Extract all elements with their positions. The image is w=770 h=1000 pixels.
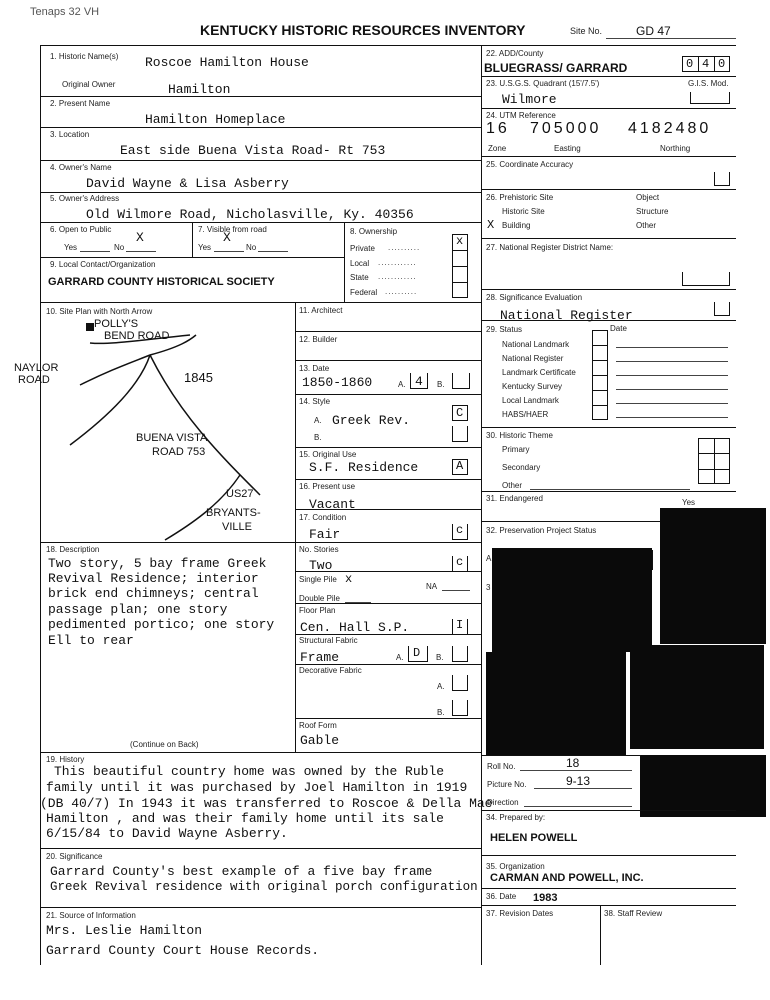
f26-building-mark: X — [487, 218, 495, 232]
f17-code: c — [456, 523, 464, 537]
description-line: Two story, 5 bay frame Greek — [48, 556, 267, 571]
rule-r3 — [481, 156, 736, 157]
f29-box-div — [592, 390, 608, 391]
structural-value: Frame — [300, 650, 340, 665]
f8-federal: Federal — [350, 288, 378, 297]
style-value: Greek Rev. — [332, 413, 411, 428]
f7-yes-line — [214, 251, 244, 252]
f13-label: 13. Date — [299, 364, 330, 373]
utm-easting-label: Easting — [554, 144, 581, 153]
f6-yes-line — [80, 251, 110, 252]
rule-r15 — [481, 905, 736, 906]
f26-historic-site: Historic Site — [502, 207, 545, 216]
f21-label: 21. Source of Information — [46, 911, 136, 920]
sketch-pollys: POLLY'S — [94, 318, 139, 330]
status-date-line — [616, 403, 728, 404]
f13-b-box — [452, 373, 470, 389]
f4-label: 4. Owner's Name — [50, 163, 112, 172]
f8-label: 8. Ownership — [350, 227, 398, 236]
sketch-buena-vista: BUENA VISTA — [136, 432, 208, 444]
site-no-line — [606, 38, 736, 39]
rule-16 — [295, 509, 481, 510]
sketch-naylor: NAYLOR — [14, 362, 59, 374]
rule-2 — [40, 127, 481, 128]
location-value: East side Buena Vista Road- Rt 753 — [120, 143, 386, 158]
rule-r7 — [481, 320, 736, 321]
page-title: KENTUCKY HISTORIC RESOURCES INVENTORY — [200, 22, 526, 38]
rule-13 — [295, 394, 481, 395]
rule-23 — [40, 752, 481, 753]
rule-r5 — [481, 238, 736, 239]
rule-9 — [40, 257, 344, 258]
f26-structure: Structure — [636, 207, 669, 216]
f8-state-dots: ............ — [378, 272, 417, 281]
f29-box-div — [592, 375, 608, 376]
f29-date: Date — [610, 324, 627, 333]
f14-a: A. — [314, 416, 322, 425]
rule-10 — [40, 302, 481, 303]
decorative-a: A. — [437, 682, 445, 691]
utm-zone-label: Zone — [488, 144, 507, 153]
site-no-label: Site No. — [570, 26, 603, 36]
f16-label: 16. Present use — [299, 482, 356, 491]
rule-r11 — [481, 755, 641, 756]
status-item: Local Landmark — [502, 396, 559, 405]
f28-box — [714, 302, 730, 316]
local-contact-value: GARRARD COUNTY HISTORICAL SOCIETY — [48, 276, 275, 288]
status-item: HABS/HAER — [502, 410, 549, 419]
date-prepared-value: 1983 — [533, 892, 558, 904]
sketch-bend-road: BEND ROAD — [104, 330, 170, 342]
corner-scribble: Tenaps 32 VH — [30, 6, 100, 18]
rule-17 — [40, 542, 481, 543]
f30-grid-div — [698, 453, 730, 454]
source-line: Mrs. Leslie Hamilton — [46, 923, 203, 938]
rule-20 — [295, 634, 481, 635]
structural-a: A. — [396, 653, 404, 662]
frame-divider — [481, 45, 482, 965]
status-item: National Register — [502, 354, 564, 363]
redaction-block — [630, 645, 764, 749]
status-date-line — [616, 389, 728, 390]
f28-label: 28. Significance Evaluation — [486, 293, 583, 302]
pile-na: NA — [426, 582, 438, 591]
roll-value: 18 — [566, 756, 580, 770]
f7-no-line — [258, 251, 288, 252]
site-no-value: GD 47 — [636, 24, 671, 38]
owner-name-value: David Wayne & Lisa Asberry — [86, 176, 289, 191]
utm-northing-label: Northing — [660, 144, 691, 153]
frame-top — [40, 45, 736, 46]
f14-label: 14. Style — [299, 397, 331, 406]
f8-local: Local — [350, 259, 370, 268]
original-use-value: S.F. Residence — [309, 460, 419, 475]
f6-no-line — [126, 251, 156, 252]
status-item: Kentucky Survey — [502, 382, 563, 391]
picture-line — [534, 788, 632, 789]
pile-na-line — [442, 590, 470, 591]
f24-label: 24. UTM Reference — [486, 111, 556, 120]
f1-label: 1. Historic Name(s) — [50, 52, 119, 61]
f31-label: 31. Endangered — [486, 494, 543, 503]
status-date-line — [616, 417, 728, 418]
significance-line: Greek Revival residence with original porch configuration — [50, 880, 478, 894]
rule-mid — [295, 302, 296, 752]
utm-easting: 705000 — [530, 120, 602, 137]
f19-label: 19. History — [46, 755, 85, 764]
continue-on-back: (Continue on Back) — [130, 740, 199, 749]
f8-private: Private — [350, 244, 375, 253]
f9-label: 9. Local Contact/Organization — [50, 260, 156, 269]
double-pile-label: Double Pile — [299, 594, 340, 603]
f2-label: 2. Present Name — [50, 99, 111, 108]
f32-label: 32. Preservation Project Status — [486, 526, 597, 535]
rule-3 — [40, 160, 481, 161]
utm-northing: 4182480 — [628, 120, 712, 137]
f30-secondary: Secondary — [502, 463, 541, 472]
single-pile-mark: x — [345, 572, 353, 586]
f26-building: Building — [502, 221, 531, 230]
decorative-a-box — [452, 675, 468, 691]
f29-box-div — [592, 345, 608, 346]
f8-mark: x — [456, 234, 464, 248]
prepared-by-value: HELEN POWELL — [490, 832, 578, 844]
f12-label: 12. Builder — [299, 335, 338, 344]
county-code-div-2 — [714, 56, 715, 72]
f14-b-box — [452, 426, 468, 442]
roll-line — [520, 770, 632, 771]
f36-label: 36. Date — [486, 892, 517, 901]
status-date-line — [616, 361, 728, 362]
significance-eval-value: National Register — [500, 308, 633, 323]
f34-label: 34. Prepared by: — [486, 813, 546, 822]
f35-label: 35. Organization — [486, 862, 545, 871]
picture-label: Picture No. — [487, 780, 527, 789]
stories-code: c — [456, 555, 464, 569]
source-line: Garrard County Court House Records. — [46, 943, 320, 958]
redaction-block — [486, 652, 626, 756]
present-name-value: Hamilton Homeplace — [145, 112, 286, 127]
f6-no: No — [114, 243, 125, 252]
present-use-value: Vacant — [309, 497, 356, 512]
floor-plan-label: Floor Plan — [299, 606, 336, 615]
status-date-line — [616, 375, 728, 376]
structural-a-val: D — [413, 646, 421, 660]
f37-label: 37. Revision Dates — [486, 909, 554, 918]
owner-address-value: Old Wilmore Road, Nicholasville, Ky. 40356 — [86, 207, 414, 222]
rule-r9 — [481, 491, 736, 492]
rule-7-8 — [344, 222, 345, 302]
sketch-us27: US27 — [226, 488, 254, 500]
f26-other: Other — [636, 221, 657, 230]
structural-label: Structural Fabric — [299, 636, 358, 645]
f26-object: Object — [636, 193, 660, 202]
rule-r10 — [481, 521, 661, 522]
stories-value: Two — [309, 558, 333, 573]
f27-box — [682, 272, 730, 286]
rule-21 — [295, 664, 481, 665]
f32-three: 3 — [486, 583, 491, 592]
f29-box-div — [592, 405, 608, 406]
rule-15 — [295, 479, 481, 480]
rule-r4 — [481, 189, 736, 190]
history-line: (DB 40/7) In 1943 it was transferred to Roscoe & Della Mae — [40, 796, 493, 811]
status-item: National Landmark — [502, 340, 570, 349]
rule-r2 — [481, 108, 736, 109]
f7-yes: Yes — [198, 243, 212, 252]
roll-label: Roll No. — [487, 762, 516, 771]
f38-label: 38. Staff Review — [604, 909, 663, 918]
f25-label: 25. Coordinate Accuracy — [486, 160, 574, 169]
rule-5 — [40, 222, 481, 223]
direction-line — [524, 806, 632, 807]
utm-zone: 16 — [486, 120, 510, 137]
f20-label: 20. Significance — [46, 852, 103, 861]
f5-label: 5. Owner's Address — [50, 194, 120, 203]
rule-r12 — [481, 810, 736, 811]
f30-grid-div — [714, 438, 715, 484]
f29-box-div — [592, 360, 608, 361]
description-line: Ell to rear — [48, 633, 134, 648]
organization-value: CARMAN AND POWELL, INC. — [490, 872, 644, 884]
f14-b: B. — [314, 433, 322, 442]
rule-18 — [295, 571, 481, 572]
single-pile-label: Single Pile — [299, 575, 337, 584]
f30-other: Other — [502, 481, 523, 490]
history-line: 6/15/84 to David Wayne Asberry. — [46, 826, 288, 841]
redaction-block — [492, 548, 652, 652]
rule-r8 — [481, 427, 736, 428]
f30-label: 30. Historic Theme — [486, 431, 553, 440]
history-line: This beautiful country home was owned by the Ruble — [54, 764, 445, 779]
f32-box-edge — [652, 550, 653, 570]
f8-federal-dots: .......... — [385, 287, 418, 296]
roof-label: Roof Form — [299, 721, 337, 730]
sketch-road: ROAD — [18, 374, 50, 386]
f7-label: 7. Visible from road — [198, 225, 267, 234]
f27-label: 27. National Register District Name: — [486, 243, 614, 252]
structural-b: B. — [436, 653, 444, 662]
f3-label: 3. Location — [50, 130, 90, 139]
rule-24 — [40, 848, 481, 849]
f25-box — [714, 172, 730, 186]
status-item: Landmark Certificate — [502, 368, 576, 377]
redaction-block — [640, 755, 766, 817]
picture-value: 9-13 — [566, 774, 591, 788]
sketch-bryants: BRYANTS- — [206, 507, 261, 519]
floor-plan-code: I — [456, 618, 464, 632]
rule-r16 — [600, 905, 601, 965]
sketch-year: 1845 — [184, 370, 213, 385]
county-code-digit: 0 — [718, 57, 726, 71]
gis-box — [690, 92, 730, 104]
f8-state: State — [350, 273, 369, 282]
description-line: Revival Residence; interior — [48, 571, 259, 586]
rule-r6 — [481, 289, 736, 290]
rule-r1 — [481, 76, 736, 77]
roof-value: Gable — [300, 733, 340, 748]
decorative-b: B. — [437, 708, 445, 717]
original-owner-value: Hamilton — [168, 82, 231, 97]
f22-label: 22. ADD/County — [486, 49, 544, 58]
rule-25 — [40, 907, 481, 908]
f29-label: 29. Status — [486, 325, 523, 334]
rule-14 — [295, 447, 481, 448]
quadrant-value: Wilmore — [502, 92, 557, 107]
rule-6-7 — [192, 222, 193, 257]
county-code-digit: 0 — [686, 57, 694, 71]
f8-box-div-2 — [452, 266, 468, 267]
f23-label: 23. U.S.G.S. Quadrant (15'/7.5') — [486, 79, 600, 88]
rule-r14 — [481, 888, 736, 889]
f26-label: 26. Prehistoric Site — [486, 193, 554, 202]
f10-label: 10. Site Plan with North Arrow — [46, 307, 153, 316]
f30-primary: Primary — [502, 445, 530, 454]
f31-yes: Yes — [682, 498, 696, 507]
sketch-road-753: ROAD 753 — [152, 446, 206, 458]
f13-b: B. — [437, 380, 445, 389]
historic-name-value: Roscoe Hamilton House — [145, 55, 309, 70]
floor-plan-value: Cen. Hall S.P. — [300, 620, 410, 635]
add-county-value: BLUEGRASS/ GARRARD — [484, 61, 628, 75]
f32-a: A — [486, 554, 492, 563]
f15-label: 15. Original Use — [299, 450, 357, 459]
decorative-b-box — [452, 700, 468, 716]
rule-12 — [295, 360, 481, 361]
description-line: brick end chimneys; central — [48, 586, 259, 601]
rule-22 — [295, 718, 481, 719]
date-value: 1850-1860 — [302, 375, 373, 390]
sketch-ville: VILLE — [222, 521, 252, 533]
direction-label: Direction — [487, 798, 519, 807]
rule-19 — [295, 603, 481, 604]
history-line: Hamilton , and was their family home until its sale — [46, 811, 444, 826]
decorative-label: Decorative Fabric — [299, 666, 362, 675]
f13-a: A. — [398, 380, 406, 389]
f13-a-val: 4 — [415, 374, 423, 389]
f14-a-val: C — [456, 406, 464, 420]
f7-mark: X — [223, 230, 231, 245]
f30-other-line — [530, 489, 690, 490]
history-line: family until it was purchased by Joel Hamilton in 1919 — [46, 780, 468, 795]
f18-label: 18. Description — [46, 545, 100, 554]
gis-label: G.I.S. Mod. — [688, 79, 729, 88]
significance-line: Garrard County's best example of a five bay frame — [50, 864, 433, 879]
f8-box-div-3 — [452, 282, 468, 283]
condition-value: Fair — [309, 527, 341, 542]
description-line: pedimented portico; one story — [48, 617, 275, 632]
county-code-digit: 4 — [702, 57, 710, 71]
f8-box-div-1 — [452, 250, 468, 251]
redaction-block — [660, 508, 766, 644]
structural-b-box — [452, 646, 468, 662]
rule-r13 — [481, 855, 736, 856]
f30-grid-div — [698, 469, 730, 470]
f6-label: 6. Open to Public — [50, 225, 112, 234]
rule-4 — [40, 192, 481, 193]
original-owner-label: Original Owner — [62, 80, 116, 89]
f6-mark: X — [136, 230, 144, 245]
f6-yes: Yes — [64, 243, 78, 252]
f11-label: 11. Architect — [299, 306, 343, 315]
f8-local-dots: ............ — [378, 258, 417, 267]
f15-code: A — [456, 459, 464, 473]
status-date-line — [616, 347, 728, 348]
rule-11 — [295, 331, 481, 332]
stories-label: No. Stories — [299, 545, 339, 554]
rule-1 — [40, 96, 481, 97]
f7-no: No — [246, 243, 257, 252]
f17-label: 17. Condition — [299, 513, 347, 522]
description-line: passage plan; one story — [48, 602, 228, 617]
f8-private-dots: .......... — [388, 243, 421, 252]
county-code-div-1 — [698, 56, 699, 72]
